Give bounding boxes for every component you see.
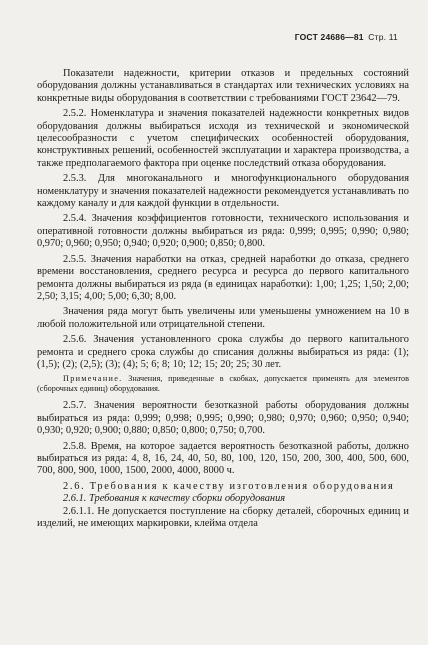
paragraph-2-5-2: 2.5.2. Номенклатура и значения показателей надежности конкретных видов оборудования должны выбираться исходя из технической и экономической целесообразности с учетом специфических особенностей оборудования, конструктивных решений, особенностей эксплуатации и характера производства, а также предполагаемого фактора при оценке последствий отказа оборудования. [37,108,409,169]
note-text: Значения, приведенные в скобках, допускается применять для элементов (сборочных единиц) оборудования. [37,374,409,394]
section-heading-2-6: 2.6. Требования к качеству изготовления оборудования [63,480,395,492]
standard-number: ГОСТ 24686—81 [294,32,364,42]
document-body [37,68,409,530]
paragraph-series-scaling: Значения ряда могут быть увеличены или уменьшены умножением на 10 в любой положительной или отрицательной степени. [37,306,409,330]
paragraph-reliability-indicators: Показатели надежности, критерии отказов и предельных состояний оборудования должны устанавливаться в стандартах или технических условиях на конкретные виды оборудования в соответствии с требованиями ГОСТ 23642—79. [37,68,409,104]
paragraph-2-5-3: 2.5.3. Для многоканального и многофункционального оборудования номенклатуру и значения показателей надежности рекомендуется устанавливать по каждому каналу и для каждой функции в отдельности. [37,173,409,210]
paragraph-2-5-5: 2.5.5. Значения наработки на отказ, средней наработки до отказа, среднего времени восстановления, среднего ресурса и ресурса до первого капитального ремонта должны выбираться из ряда (в единицах наработки): 1,00; 1,25; 1,50; 2,00; 2,50; 3,15; 4,00; 5,00; 6,30; 8,00. [37,253,409,302]
page-number: Стр. 11 [368,32,398,42]
paragraph-2-5-4: 2.5.4. Значения коэффициентов готовности, технического использования и оперативной готовности должны выбираться из ряда: 0,999; 0,995; 0,990; 0,980; 0,970; 0,960; 0,950; 0,940; 0,920; 0,900; 0,850; 0,800. [37,213,409,250]
subsection-heading-2-6-1: 2.6.1. Требования к качеству сборки оборудования [63,493,286,505]
paragraph-2-5-7: 2.5.7. Значения вероятности безотказной работы оборудования должны выбираться из ряда: 0,999; 0,998; 0,995; 0,990; 0,980; 0,970; 0,960; 0,950; 0,940; 0,930; 0,920; 0,900; 0,880; 0,850; 0,800; 0,750; 0,700. [37,400,409,437]
paragraph-2-5-8: 2.5.8. Время, на которое задается вероятность безотказной работы, должно выбираться из ряда: 4, 8, 16, 24, 40, 50, 80, 100, 120, 150, 200, 300, 400, 500, 600, 700, 800, 900, 1000, 1500, 2000, 4000, 8000 ч. [37,440,409,477]
note [37,374,409,394]
paragraph-2-6-1-1: 2.6.1.1. Не допускается поступление на сборку деталей, сборочных единиц и изделий, не имеющих маркировки, клейма отдела [37,505,409,529]
note-label: Примечание. [63,374,123,384]
paragraph-2-5-6: 2.5.6. Значения установленного срока службы до первого капитального ремонта и среднего срока службы до списания должны выбираться из ряда: (1); (1,5); (2); (2,5); (3); (4); 5; 6; 8; 10; 12; 15; 20; 25; 30 лет. [37,334,409,370]
page-header [295,32,398,42]
